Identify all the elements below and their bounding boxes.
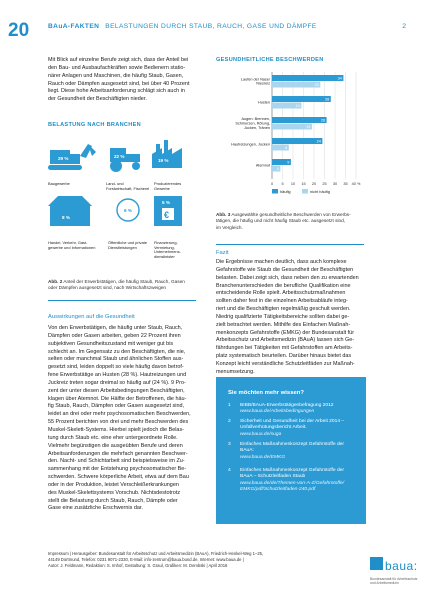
text-line: Muskel-Skelett-Systems. Hierbei spielt jedoch die Belas- xyxy=(48,426,184,433)
branch-label-handel: Handel, Verkehr, Gastgewerbe und Informationen xyxy=(48,240,96,250)
branch-label-land: Land- und Forstwirtschaft, Fischerei xyxy=(106,181,150,191)
bar-haeufig xyxy=(272,75,343,81)
imprint-line: Autor: J. Feldmann, Redaktion: S. Imhof, Gestaltung: S. Graul, Grafiken: M. Dembski | April 2016 xyxy=(48,563,228,568)
text-line: Mit Blick auf einzelne Berufe zeigt sich, dass der Anteil bei xyxy=(48,57,189,63)
x-tick-label: 35 xyxy=(343,182,348,186)
legend-label: häufig xyxy=(280,189,291,194)
health-paragraph xyxy=(48,325,196,513)
text-line: platz systematisch beurteilen. Darüber hinaus bietet das xyxy=(216,353,352,360)
intro-paragraph xyxy=(48,57,196,104)
x-tick-label: 15 xyxy=(301,182,306,186)
excavator-icon xyxy=(48,144,96,170)
x-tick-label: 5 xyxy=(281,182,284,186)
text-line: Konzept leicht verständliche Schutzleitfäden zur Maßnah- xyxy=(216,360,355,367)
text-line: Arbeitsschutz und Arbeitsmedizin (BAuA) lassen sich Ge- xyxy=(216,337,355,344)
text-line: fährdungen bei Tätigkeiten mit Gefahrstoffen am Arbeits- xyxy=(216,345,353,352)
fazit-paragraph xyxy=(216,259,364,377)
text-line: den. Nacht- und Schichtarbeit sind beispielsweise im Zu- xyxy=(48,458,185,465)
text-line: 55 Prozent berichten von drei und mehr Beschwerden des xyxy=(48,419,189,426)
item-text: Einfaches Maßnahmenkonzept Gefahrstoffe der xyxy=(240,468,345,473)
branch-label-oeff: Öffentliche und private Dienstleistungen xyxy=(108,240,147,250)
caption-text: Ausgewählte gesundheitliche Beschwerden von Erwerbs- xyxy=(231,212,351,217)
text-line: menkonzepts Gefahrstoffe (EMKG) der Bundesanstalt für xyxy=(216,329,355,336)
abb3-caption xyxy=(216,212,364,231)
header-title xyxy=(48,23,317,30)
legend-swatch xyxy=(272,189,278,194)
item-text: Einfaches Maßnahmenkonzept Gefahrstoffe der xyxy=(240,442,345,447)
header-topic: BELASTUNGEN DURCH STAUB, RAUCH, GASE UND DÄMPFE xyxy=(105,23,317,30)
x-tick-label: 0 xyxy=(270,182,274,186)
legend-swatch xyxy=(302,189,308,194)
text-line: Rauch oder Dämpfen ausgesetzt sind, bei über 40 Prozent xyxy=(48,80,190,87)
item-number: 2 xyxy=(228,419,231,424)
factory-icon xyxy=(152,140,182,168)
x-tick-label: 10 xyxy=(290,182,296,186)
logo-subtitle-line: und Arbeitsmedizin xyxy=(370,581,399,585)
more-info-title: Sie möchten mehr wissen? xyxy=(228,390,304,396)
item-link[interactable]: www.baua.de/de/Themen-von-A-Z/Gefahrstoffe/ xyxy=(240,480,345,486)
text-line: riert und die Beschäftigten regelmäßig geschult werden. xyxy=(216,306,351,313)
text-line: Arbeitsanforderungen die mehrfach genannten Beschwer- xyxy=(48,450,188,457)
text-line: Niedrig qualifizierte Tätigkeitsbereiche sollten dabei ge- xyxy=(216,313,350,320)
category-label: Schmerzen, Rötung, xyxy=(235,121,270,126)
bar-nicht-haeufig xyxy=(272,82,320,88)
header-brand: BAuA-FAKTEN xyxy=(48,23,100,30)
bar-haeufig xyxy=(272,117,327,123)
category-label: Niesreiz xyxy=(256,81,270,86)
text-line: stellt die Belastung durch Staub, Rauch, Dämpfe oder xyxy=(48,497,178,504)
text-line: sollten daher fest in die einzelnen Arbeitsabläufe integ- xyxy=(216,298,348,305)
item-number: 3 xyxy=(228,442,231,447)
more-info-item xyxy=(228,403,360,416)
branch-percent-oeff: 6 % xyxy=(124,208,132,213)
health-heading: Auswirkungen auf die Gesundheit xyxy=(48,314,135,320)
data-label: 19 xyxy=(306,124,311,129)
more-info-item xyxy=(228,419,360,438)
x-tick-label: 25 xyxy=(322,182,327,186)
branch-percent-land: 22 % xyxy=(114,154,125,159)
caption-line: oder Dämpfen ausgesetzt sind, nach Wirtschaftszweigen xyxy=(48,285,167,291)
caption-text: Anteil der Erwerbstätigen, die häufig Staub, Rauch, Gasen xyxy=(63,279,185,284)
category-label: Husten xyxy=(257,100,270,105)
text-line: schwerden. Schwere körperliche Arbeit, etwa auf dem Bau xyxy=(48,474,189,481)
text-line: närer Anlagen und Maschinen, die häufig Staub, Gasen, xyxy=(48,72,184,79)
logo-subtitle xyxy=(370,577,418,585)
item-link[interactable]: EMKG/pdf/Schutzleitfaden-240.pdf xyxy=(240,487,316,493)
item-link[interactable]: www.baua.de/suga xyxy=(240,431,282,437)
euro-symbol: € xyxy=(164,210,170,220)
item-number: 4 xyxy=(228,468,231,473)
x-tick-label: 30 xyxy=(332,182,338,186)
logo-subtitle-line: Bundesanstalt für Arbeitsschutz xyxy=(370,577,418,581)
category-label: Jucken, Tränen xyxy=(244,125,270,130)
branch-percent-fin: 5 % xyxy=(162,200,170,205)
category-label: Hautreizungen, Jucken xyxy=(231,142,270,147)
branch-infographic xyxy=(44,134,204,294)
tractor-icon xyxy=(110,148,140,172)
abb3-label: Abb. 3 xyxy=(216,212,231,217)
data-label: 34 xyxy=(337,76,342,81)
text-line: belasten. Dabei zeigt sich, dass neben den zu erwartenden xyxy=(216,274,359,281)
text-line: Gase eine zusätzliche Erschwernis dar. xyxy=(48,505,143,512)
text-line: liegt. Diese hohe Arbeitsanforderung schlägt sich auch in xyxy=(48,88,185,95)
text-line: Branchenunterschieden die berufliche Qualifikation eine xyxy=(216,282,351,289)
data-label: 26 xyxy=(320,118,326,123)
data-label: 8 xyxy=(285,145,288,150)
category-label: Atemnot xyxy=(255,163,270,168)
shop-icon xyxy=(48,196,92,226)
text-line: Dämpfen oder Gasen arbeiten, geben 22 Prozent ihren xyxy=(48,332,181,339)
x-tick-label: 20 xyxy=(311,182,317,186)
item-number: 1 xyxy=(228,403,231,408)
item-text: Sicherheit und Gesundheit bei der Arbeit 2014 – xyxy=(240,419,345,424)
imprint-line: 44149 Dortmund, Telefon: 0231 9071-2330, E-Mail: info-zentrum@baua.bund.de, Internet: www.baua.de | xyxy=(48,557,244,562)
divider xyxy=(48,300,196,301)
data-label: 4 xyxy=(276,166,279,171)
abb2-caption xyxy=(48,279,196,292)
branch-percent-handel: 8 % xyxy=(62,215,70,220)
text-line: gesetzt sind, leiden doppelt so viele häufig davon betrof- xyxy=(48,364,184,371)
text-line: fene Erwerbstätige an Husten (28 %). Hautreizungen und xyxy=(48,372,187,379)
text-line: Gefahrstoffe wie Staub die Gesundheit der Beschäftigten xyxy=(216,266,354,273)
more-info-item xyxy=(228,468,360,494)
text-line: menumsetzung. xyxy=(216,368,255,375)
bar-haeufig xyxy=(272,96,331,102)
text-line: zielt betrachtet werden. Mithilfe des Einfachen Maßnah- xyxy=(216,321,351,328)
divider xyxy=(216,244,364,245)
branch-heading: BELASTUNG NACH BRANCHEN xyxy=(48,122,141,128)
more-info-item xyxy=(228,442,360,461)
logo-square xyxy=(370,557,383,570)
data-label: 24 xyxy=(316,139,321,144)
chart-heading: GESUNDHEITLICHE BESCHWERDEN xyxy=(216,57,324,63)
text-line: oder in der Produktion, leistet Verschleißerkrankungen xyxy=(48,481,179,488)
branch-percent-bau: 29 % xyxy=(58,156,69,161)
text-line: klagen über Atemnot. Die Hälfte der Betroffenen, die häu- xyxy=(48,395,187,402)
text-line: des Muskel-Skelettsystems Vorschub. Nichtsdestotrotz xyxy=(48,489,181,496)
legend-label: nicht häufig xyxy=(310,189,330,194)
item-link[interactable]: www.baua.de/EMKG xyxy=(240,454,286,460)
text-line: Die Ergebnisse machen deutlich, dass auch komplexe xyxy=(216,259,347,265)
fazit-heading: Fazit xyxy=(216,250,229,256)
text-line: der Gesundheit der Beschäftigten nieder. xyxy=(48,96,147,103)
text-line: sammenhang mit der Entstehung psychosomatischer Be- xyxy=(48,466,187,473)
item-link[interactable]: www.baua.de/Arbeitsbedingungen xyxy=(240,409,315,415)
text-line: den Bau- und Ausbaufachkräften sowie Bedienern statio- xyxy=(48,64,186,71)
logo-word: baua: xyxy=(385,559,418,573)
text-line: Juckreiz treten sogar dreimal so häufig auf (24 %). 9 Pro- xyxy=(48,379,186,386)
page-number: 20 xyxy=(8,20,30,41)
data-label: 28 xyxy=(325,97,330,102)
text-line: Vielmehr begünstigen die ausgeübten Berufe und deren xyxy=(48,442,183,449)
abb2-label: Abb. 2 xyxy=(48,279,63,284)
data-label: 9 xyxy=(287,160,290,165)
text-line: leidet an drei oder mehr psychosomatischen Beschwerden, xyxy=(48,411,191,418)
branch-percent-prod: 19 % xyxy=(158,158,169,163)
x-tick-label: 40 % xyxy=(351,182,361,186)
text-line: entscheidende Rolle spielt. Arbeitsschutzmaßnahmen xyxy=(216,290,346,297)
category-label: Laufen der Nase/ xyxy=(240,77,270,82)
category-label: Augen: Brennen, xyxy=(241,117,270,122)
item-text: BAuA: xyxy=(240,448,254,454)
text-line: tung durch Staub etc. eine eher untergeordnete Rolle. xyxy=(48,434,178,441)
branch-label-prod: Produzierendes Gewerbe xyxy=(154,181,182,191)
text-line: subjektiven Gesundheitszustand mit weniger gut bis xyxy=(48,340,174,347)
data-label: 23 xyxy=(314,82,319,87)
text-line: zent der unter diesen Arbeitsbedingungen Beschäftigten, xyxy=(48,387,185,394)
more-info-box xyxy=(216,377,366,524)
branch-label-bau: Baugewerbe xyxy=(48,181,70,186)
caption-line: tätigen, die häufig und nicht häufig Staub etc. ausgesetzt sind, xyxy=(216,218,345,224)
text-line: selten oder manchmal Staub und ähnlichen Stoffen aus- xyxy=(48,356,184,363)
item-text: BIBB/BAuA-Erwerbstätigenbefragung 2012 xyxy=(240,403,334,408)
imprint xyxy=(48,551,358,569)
caption-line: im Vergleich. xyxy=(216,224,243,230)
text-line: fig Staub, Rauch, Dämpfen oder Gasen ausgesetzt sind, xyxy=(48,403,185,410)
imprint-line: Impressum | Herausgeber: Bundesanstalt für Arbeitsschutz und Arbeitsmedizin (BAuA), Friedrich-Henkel-Weg 1–25, xyxy=(48,551,264,556)
bar-haeufig xyxy=(272,138,322,144)
branch-label-fin: Finanzierung, Vermietung, Unternehmensdienstleister xyxy=(154,240,181,260)
text-line: Von den Erwerbstätigen, die häufig unter Staub, Rauch, xyxy=(48,325,183,331)
data-label: 14 xyxy=(295,103,300,108)
baua-logo xyxy=(370,557,418,585)
item-text: BAuA – Schutzleitfaden Staub xyxy=(240,474,306,480)
text-line: schlecht an. Im Gegensatz zu den Beschäftigten, die nie, xyxy=(48,348,186,355)
header-right-number: 2 xyxy=(402,23,406,30)
item-text: Unfallverhütungsbericht Arbeit. xyxy=(240,425,307,431)
health-complaints-chart xyxy=(216,68,366,210)
